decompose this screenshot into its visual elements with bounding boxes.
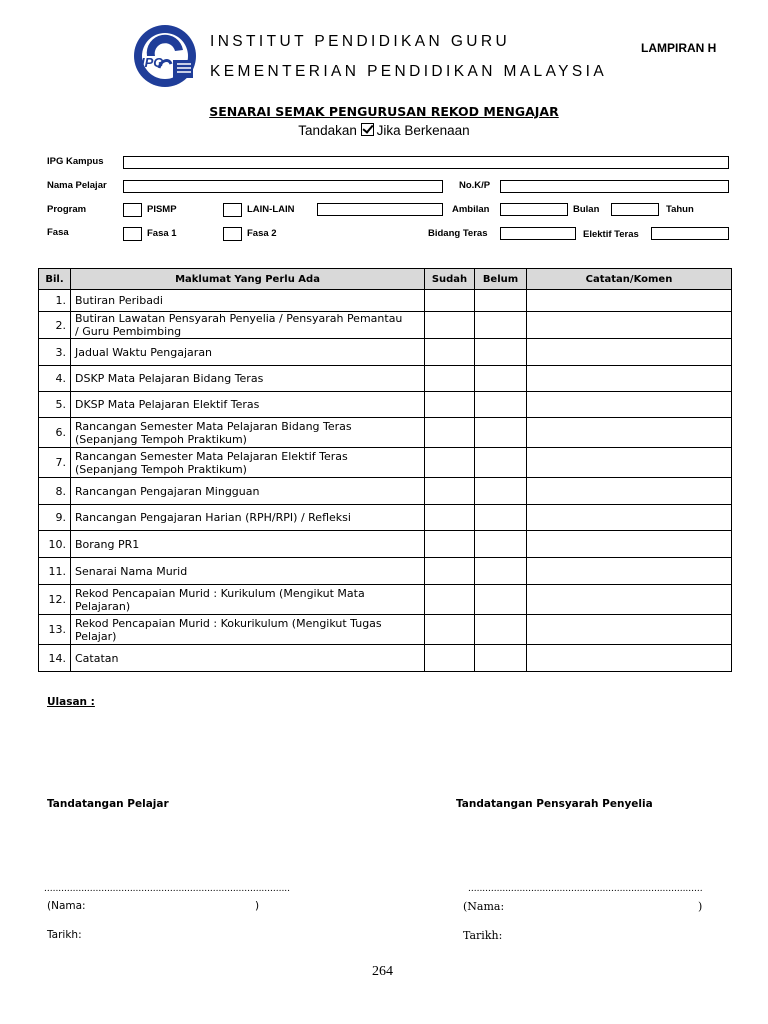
row-number: 1. (39, 290, 71, 312)
table-row (39, 615, 732, 645)
row-item (71, 615, 425, 645)
pismp-checkbox[interactable] (123, 203, 142, 217)
nama-pelajar-field[interactable] (123, 180, 443, 193)
instruction (0, 123, 768, 138)
belum-cell[interactable] (475, 290, 527, 312)
table-row (39, 478, 732, 505)
table-row (39, 531, 732, 558)
sudah-cell[interactable] (425, 392, 475, 418)
fasa-label: Fasa (47, 227, 69, 238)
table-row (39, 290, 732, 312)
sig-lecturer-label: Tandatangan Pensyarah Penyelia (456, 798, 653, 810)
program-label: Program (47, 204, 87, 215)
catatan-cell[interactable] (527, 505, 732, 531)
belum-cell[interactable] (475, 585, 527, 615)
belum-cell[interactable] (475, 418, 527, 448)
row-item-line2: (Sepanjang Tempoh Praktikum) (75, 462, 247, 476)
row-item (71, 290, 425, 312)
sudah-cell[interactable] (425, 531, 475, 558)
row-item-line1: Rekod Pencapaian Murid : Kurikulum (Mengikut Mata (75, 586, 365, 600)
belum-cell[interactable] (475, 558, 527, 585)
belum-cell[interactable] (475, 505, 527, 531)
tahun-label: Tahun (666, 204, 694, 215)
elektif-teras-label: Elektif Teras (583, 229, 639, 240)
catatan-cell[interactable] (527, 531, 732, 558)
row-item (71, 366, 425, 392)
catatan-cell[interactable] (527, 448, 732, 478)
row-item-line1: Senarai Nama Murid (75, 564, 188, 578)
lain-lain-field[interactable] (317, 203, 443, 216)
row-item (71, 478, 425, 505)
row-item (71, 505, 425, 531)
header-catatan: Catatan/Komen (527, 269, 732, 290)
belum-cell[interactable] (475, 645, 527, 672)
tarikh-lecturer-label: Tarikh: (463, 929, 503, 942)
row-number: 12. (39, 585, 71, 615)
no-kp-field[interactable] (500, 180, 729, 193)
row-number: 7. (39, 448, 71, 478)
sudah-cell[interactable] (425, 645, 475, 672)
row-number: 10. (39, 531, 71, 558)
row-item-line2: (Sepanjang Tempoh Praktikum) (75, 432, 247, 446)
page-number: 264 (372, 964, 393, 979)
row-number: 4. (39, 366, 71, 392)
ambilan-field[interactable] (500, 203, 568, 216)
ipg-kampus-field[interactable] (123, 156, 729, 169)
nama-lecturer-label: (Nama: (463, 900, 505, 913)
table-row (39, 645, 732, 672)
table-row (39, 558, 732, 585)
sudah-cell[interactable] (425, 366, 475, 392)
row-item-line1: Butiran Lawatan Pensyarah Penyelia / Pensyarah Pemantau (75, 312, 403, 325)
row-item-line1: Catatan (75, 651, 119, 665)
row-item-line1: Rancangan Pengajaran Harian (RPH/RPI) / Refleksi (75, 511, 351, 524)
fasa2-checkbox[interactable] (223, 227, 242, 241)
catatan-cell[interactable] (527, 615, 732, 645)
sig-lecturer-line: .................................................................................. (468, 884, 703, 894)
row-item (71, 392, 425, 418)
row-item (71, 448, 425, 478)
fasa2-label: Fasa 2 (247, 228, 277, 239)
row-item (71, 339, 425, 366)
row-item-line1: Rancangan Pengajaran Mingguan (75, 484, 260, 498)
catatan-cell[interactable] (527, 392, 732, 418)
belum-cell[interactable] (475, 531, 527, 558)
belum-cell[interactable] (475, 366, 527, 392)
table-header-row (39, 269, 732, 290)
catatan-cell[interactable] (527, 312, 732, 339)
catatan-cell[interactable] (527, 418, 732, 448)
table-row (39, 448, 732, 478)
row-item-line1: Rekod Pencapaian Murid : Kokurikulum (Mengikut Tugas (75, 616, 382, 630)
ipg-logo (133, 20, 197, 92)
row-number: 11. (39, 558, 71, 585)
instruction-before: Tandakan (298, 123, 357, 138)
sig-student-line: ...................................................................................... (44, 884, 291, 894)
ulasan-label: Ulasan : (47, 696, 95, 708)
lain-lain-checkbox[interactable] (223, 203, 242, 217)
row-number: 9. (39, 505, 71, 531)
catatan-cell[interactable] (527, 339, 732, 366)
belum-cell[interactable] (475, 392, 527, 418)
nama-student-label: (Nama: (47, 900, 86, 912)
row-item (71, 531, 425, 558)
no-kp-label: No.K/P (459, 180, 491, 191)
catatan-cell[interactable] (527, 645, 732, 672)
row-item-line1: Butiran Peribadi (75, 294, 163, 307)
nama-pelajar-label: Nama Pelajar (47, 180, 107, 191)
instruction-after: Jika Berkenaan (376, 123, 470, 138)
sudah-cell[interactable] (425, 585, 475, 615)
page-title: SENARAI SEMAK PENGURUSAN REKOD MENGAJAR (209, 104, 559, 119)
nama-lecturer-close: ) (698, 900, 703, 913)
catatan-cell[interactable] (527, 585, 732, 615)
pismp-label: PISMP (147, 204, 177, 215)
lampiran-label: LAMPIRAN H (641, 41, 717, 55)
sudah-cell[interactable] (425, 478, 475, 505)
sudah-cell[interactable] (425, 615, 475, 645)
fasa1-label: Fasa 1 (147, 228, 177, 239)
belum-cell[interactable] (475, 448, 527, 478)
table-row (39, 366, 732, 392)
row-item-line2: Pelajar) (75, 629, 117, 643)
checkbox-checked-icon (361, 123, 374, 136)
header-maklumat: Maklumat Yang Perlu Ada (71, 269, 425, 290)
row-number: 14. (39, 645, 71, 672)
row-number: 5. (39, 392, 71, 418)
table-row (39, 312, 732, 339)
row-item-line1: Jadual Waktu Pengajaran (75, 345, 213, 359)
row-number: 3. (39, 339, 71, 366)
belum-cell[interactable] (475, 615, 527, 645)
row-item-line1: Rancangan Semester Mata Pelajaran Elektif Teras (75, 449, 348, 463)
belum-cell[interactable] (475, 339, 527, 366)
row-item-line1: Borang PR1 (75, 537, 140, 551)
catatan-cell[interactable] (527, 558, 732, 585)
catatan-cell[interactable] (527, 366, 732, 392)
lain-lain-label: LAIN-LAIN (247, 204, 295, 215)
bidang-teras-field[interactable] (500, 227, 576, 240)
header-sudah: Sudah (425, 269, 475, 290)
belum-cell[interactable] (475, 478, 527, 505)
row-number: 8. (39, 478, 71, 505)
header-belum: Belum (475, 269, 527, 290)
catatan-cell[interactable] (527, 478, 732, 505)
table-row (39, 392, 732, 418)
row-item (71, 312, 425, 339)
table-row (39, 418, 732, 448)
row-item-line1: DSKP Mata Pelajaran Bidang Teras (75, 372, 264, 385)
svg-text:IPG: IPG (141, 55, 164, 70)
row-number: 13. (39, 615, 71, 645)
sudah-cell[interactable] (425, 505, 475, 531)
row-item-line2: / Guru Pembimbing (75, 325, 182, 338)
ipg-kampus-label: IPG Kampus (47, 156, 104, 167)
tarikh-student-label: Tarikh: (47, 929, 82, 941)
fasa1-checkbox[interactable] (123, 227, 142, 241)
row-item (71, 418, 425, 448)
nama-student-close: ) (255, 900, 260, 912)
ministry-name: KEMENTERIAN PENDIDIKAN MALAYSIA (210, 63, 608, 80)
sudah-cell[interactable] (425, 448, 475, 478)
sudah-cell[interactable] (425, 339, 475, 366)
table-row (39, 339, 732, 366)
bulan-label: Bulan (573, 204, 600, 215)
bulan-field[interactable] (611, 203, 659, 216)
institute-name: INSTITUT PENDIDIKAN GURU (210, 33, 511, 50)
elektif-teras-field[interactable] (651, 227, 729, 240)
sudah-cell[interactable] (425, 558, 475, 585)
ambilan-label: Ambilan (452, 204, 490, 215)
checklist-table (38, 268, 732, 672)
row-number: 6. (39, 418, 71, 448)
sudah-cell[interactable] (425, 418, 475, 448)
row-number: 2. (39, 312, 71, 339)
sudah-cell[interactable] (425, 290, 475, 312)
table-row (39, 505, 732, 531)
row-item-line2: Pelajaran) (75, 599, 131, 613)
row-item-line1: Rancangan Semester Mata Pelajaran Bidang Teras (75, 419, 352, 433)
header-bil: Bil. (39, 269, 71, 290)
catatan-cell[interactable] (527, 290, 732, 312)
row-item (71, 585, 425, 615)
row-item (71, 645, 425, 672)
sig-student-label: Tandatangan Pelajar (47, 798, 169, 810)
sudah-cell[interactable] (425, 312, 475, 339)
row-item-line1: DKSP Mata Pelajaran Elektif Teras (75, 398, 260, 411)
belum-cell[interactable] (475, 312, 527, 339)
bidang-teras-label: Bidang Teras (428, 228, 488, 239)
row-item (71, 558, 425, 585)
table-row (39, 585, 732, 615)
